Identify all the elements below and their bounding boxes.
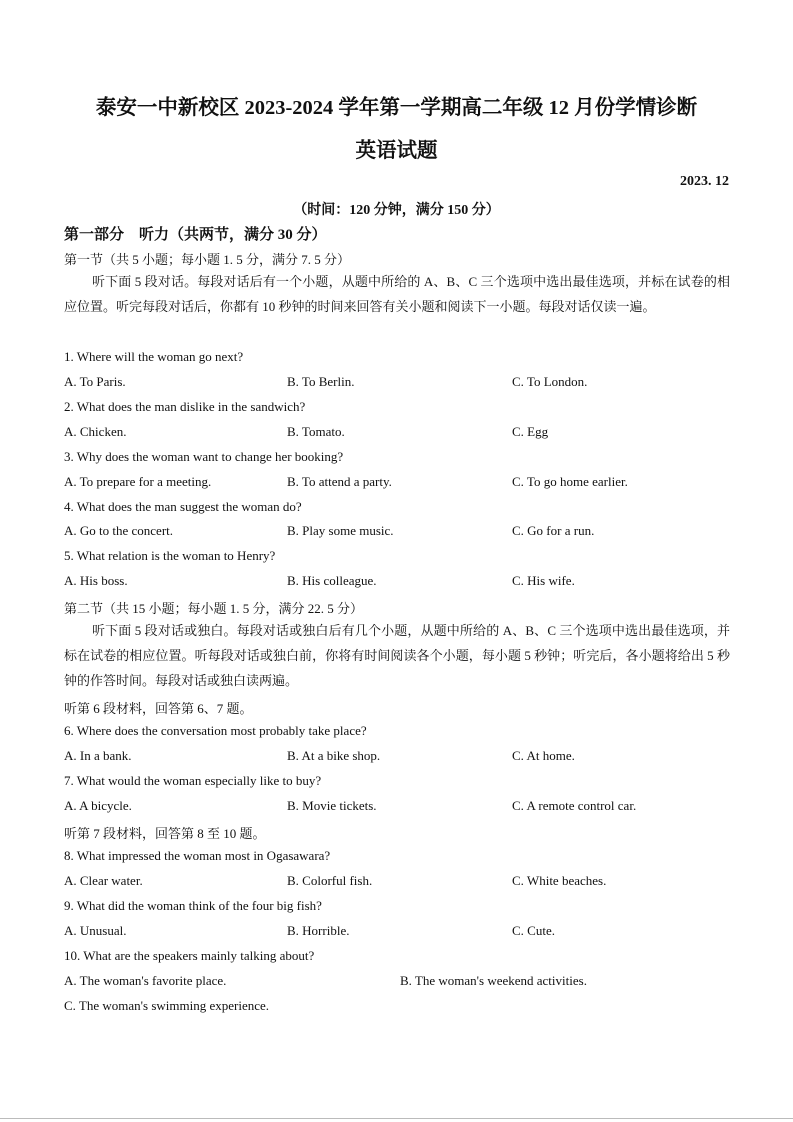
section2-instructions: 听下面 5 段对话或独白。每段对话或独白后有几个小题，从题中所给的 A、B、C 三个选项中选出最佳选项，并标在试卷的相应位置。听每段对话或独白前，你将有时间阅读各个小题，每小题 5 秒钟；听完后，各小题将给出 5 秒钟的作答时间。每段对话或独白读两遍。 — [64, 623, 730, 688]
question-4: 4. What does the man suggest the woman do? — [64, 499, 302, 514]
q8-option-a: A. Clear water. — [64, 873, 143, 888]
q7-option-a: A. A bicycle. — [64, 798, 132, 813]
q6-option-a: A. In a bank. — [64, 748, 132, 763]
q6-option-c: C. At home. — [512, 748, 575, 763]
q7-option-c: C. A remote control car. — [512, 798, 637, 813]
section1-instructions: 听下面 5 段对话。每段对话后有一个小题，从题中所给的 A、B、C 三个选项中选出最佳选项，并标在试卷的相应位置。听完每段对话后，你都有 10 秒钟的时间来回答有关小题和阅读下一小题。每段对话仅读一遍。 — [64, 274, 730, 314]
question-6: 6. Where does the conversation most probably take place? — [64, 723, 367, 738]
q5-option-a: A. His boss. — [64, 573, 128, 588]
material-7-note: 听第 7 段材料，回答第 8 至 10 题。 — [64, 826, 266, 841]
q4-option-a: A. Go to the concert. — [64, 523, 174, 538]
question-5: 5. What relation is the woman to Henry? — [64, 548, 276, 563]
question-9: 9. What did the woman think of the four big fish? — [64, 898, 322, 913]
material-6-note: 听第 6 段材料，回答第 6、7 题。 — [64, 701, 253, 716]
q10-option-c: C. The woman's swimming experience. — [64, 998, 270, 1013]
q3-option-a: A. To prepare for a meeting. — [64, 474, 212, 489]
q8-option-b: B. Colorful fish. — [287, 873, 373, 888]
question-1: 1. Where will the woman go next? — [64, 349, 244, 364]
q6-option-b: B. At a bike shop. — [287, 748, 381, 763]
section1-heading: 第一节（共 5 小题；每小题 1. 5 分，满分 7. 5 分） — [64, 252, 351, 267]
exam-title: 泰安一中新校区 2023-2024 学年第一学期高二年级 12 月份学情诊断 — [95, 97, 698, 119]
q9-option-c: C. Cute. — [512, 923, 555, 938]
question-3: 3. Why does the woman want to change her booking? — [64, 449, 344, 464]
question-8: 8. What impressed the woman most in Ogasawara? — [64, 848, 331, 863]
question-2: 2. What does the man dislike in the sandwich? — [64, 399, 306, 414]
q3-option-c: C. To go home earlier. — [512, 474, 628, 489]
page-bottom-divider — [0, 1118, 793, 1119]
q1-option-a: A. To Paris. — [64, 374, 126, 389]
question-7: 7. What would the woman especially like to buy? — [64, 773, 322, 788]
part1-heading: 第一部分 听力（共两节，满分 30 分） — [64, 227, 327, 243]
q2-option-b: B. Tomato. — [287, 424, 345, 439]
q2-option-a: A. Chicken. — [64, 424, 127, 439]
q5-option-b: B. His colleague. — [287, 573, 377, 588]
question-10: 10. What are the speakers mainly talking about? — [64, 948, 315, 963]
q4-option-c: C. Go for a run. — [512, 523, 595, 538]
q7-option-b: B. Movie tickets. — [287, 798, 377, 813]
q1-option-b: B. To Berlin. — [287, 374, 355, 389]
section2-heading: 第二节（共 15 小题；每小题 1. 5 分，满分 22. 5 分） — [64, 601, 364, 616]
exam-date: 2023. 12 — [680, 174, 729, 189]
q4-option-b: B. Play some music. — [287, 523, 394, 538]
exam-time-info: （时间：120 分钟，满分 150 分） — [293, 203, 500, 218]
q3-option-b: B. To attend a party. — [287, 474, 392, 489]
q8-option-c: C. White beaches. — [512, 873, 607, 888]
q2-option-c: C. Egg — [512, 424, 549, 439]
exam-subtitle: 英语试题 — [355, 140, 438, 162]
q10-option-a: A. The woman's favorite place. — [64, 973, 227, 988]
q1-option-c: C. To London. — [512, 374, 588, 389]
q9-option-b: B. Horrible. — [287, 923, 350, 938]
q10-option-b: B. The woman's weekend activities. — [400, 973, 587, 988]
q5-option-c: C. His wife. — [512, 573, 575, 588]
q9-option-a: A. Unusual. — [64, 923, 127, 938]
